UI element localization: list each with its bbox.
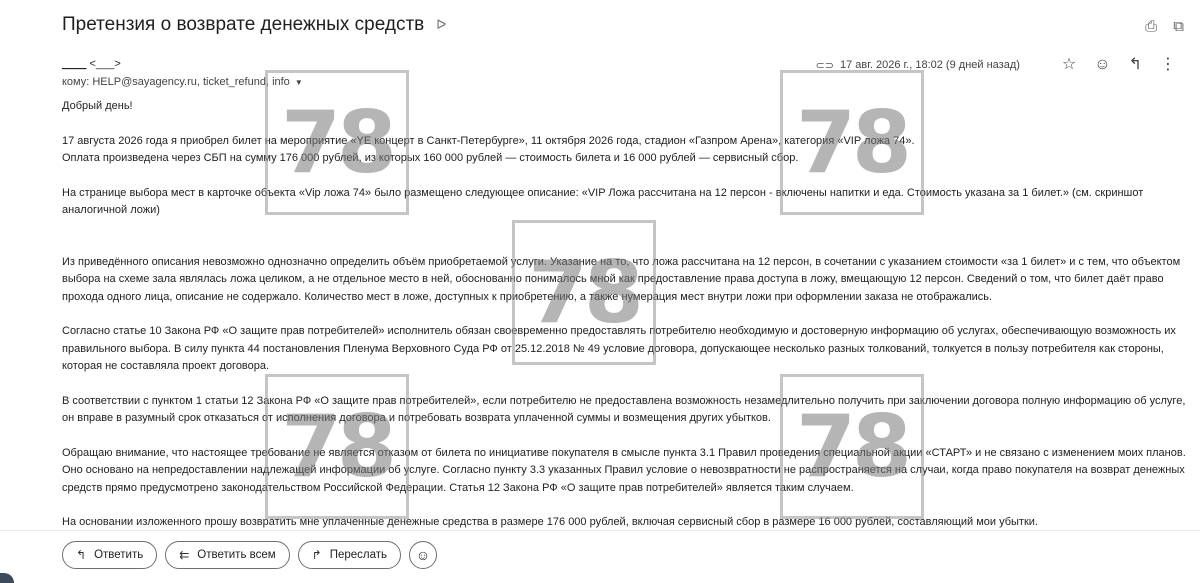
watermark: 78 — [780, 70, 924, 215]
greeting: Добрый день! — [62, 100, 133, 112]
watermark: 78 — [265, 374, 409, 519]
reply-icon[interactable]: ↰ — [1128, 56, 1142, 73]
paragraph-payment: Оплата произведена через СБП на сумму 176 000 рублей, из которых 160 000 рублей — стоимость билета и 16 000 рублей — сервисный сбор. — [62, 152, 799, 164]
paragraph-request: На основании изложенного прошу возвратить мне уплаченные денежные средства в размере 176 000 рублей, включая сервисный сбор в размере 16 000 рублей, составляющий мои убытки. — [62, 516, 1038, 528]
paragraph-description: На странице выбора мест в карточке объекта «Vip ложа 74» было размещено следующее описание: «VIP Ложа рассчитана на 12 персон - включены напитки и еда. Стоимость указана за 1 билет.» (см. скриншот аналогичной ложи) — [62, 186, 1144, 216]
window-corner — [0, 573, 14, 583]
email-subject: Претензия о возврате денежных средств — [62, 14, 425, 35]
print-icon[interactable]: ⎙ — [1145, 18, 1158, 35]
emoji-icon[interactable]: ☺ — [1094, 56, 1111, 73]
reply-all-button[interactable] — [165, 541, 289, 569]
emoji-icon: ☺ — [415, 547, 431, 563]
paragraph-article-12: В соответствии с пунктом 1 статьи 12 Закона РФ «О защите прав потребителей», если потребителю не предоставлена возможность незамедлительно получить при заключении договора полную информацию об услуге, он вправе в разумный срок отказаться от исполнения договора и потребовать возврата уплаченной суммы и возмещения других убытков. — [62, 394, 1186, 424]
sender-email: <___> — [89, 58, 121, 70]
watermark: 78 — [265, 70, 409, 215]
paragraph-ambiguity: Из приведённого описания невозможно однозначно определить объём приобретаемой услуги. Указание на то, что ложа рассчитана на 12 персон, в сочетании с указанием стоимости «за 1 билет» и с тем, что объектом выбора на схеме зала являлась ложа целиком, а не отдельное место в ней, обоснованно понималось мной как предоставление права доступа в ложу, вмещающую 12 персон. Сведений о том, что билет даёт право прохода одного лица, описание не содержало. Количество мест в ложе, доступных к приобретению, а также нумерация мест внутри ложи при оформлении заказа не отображались. — [62, 255, 1181, 303]
attachment-icon: ⊂⊃ — [815, 59, 834, 72]
message-meta — [816, 57, 1176, 73]
top-toolbar — [1145, 18, 1184, 35]
reply-actions — [62, 541, 437, 569]
open-new-window-icon[interactable]: ⧉ — [1173, 18, 1184, 35]
label-icon[interactable]: ᐅ — [436, 17, 447, 32]
reply-label: Ответить — [94, 549, 144, 561]
forward-button[interactable] — [298, 541, 401, 569]
reply-icon: ↰ — [76, 548, 87, 562]
more-icon[interactable]: ⋮ — [1160, 56, 1176, 73]
emoji-reaction-button[interactable] — [409, 541, 437, 569]
message-date: 17 авг. 2026 г., 18:02 (9 дней назад) — [839, 59, 1020, 71]
watermark: 78 — [780, 374, 924, 519]
forward-icon: ↱ — [311, 548, 322, 562]
paragraph-purchase: 17 августа 2026 года я приобрел билет на мероприятие «YE концерт в Санкт-Петербурге», 11 октября 2026 года, стадион «Газпром Арена», категория «VIP ложа 74». — [62, 134, 915, 147]
watermark: 78 — [512, 220, 656, 365]
reply-all-label: Ответить всем — [197, 549, 276, 561]
paragraph-article-10: Согласно статье 10 Закона РФ «О защите прав потребителей» исполнитель обязан своевременно предоставлять потребителю необходимую и достоверную информацию об услугах, обеспечивающую возможность их правильного выбора. В силу пункта 44 постановления Пленума Верховного Суда РФ от 25.12.2018 № 49 условие договора, допускающее несколько разных толкований, толкуется в пользу потребителя как стороны, которая не составляла проект договора. — [62, 325, 1176, 372]
paragraph-not-refusal: Обращаю внимание, что настоящее требование не является отказом от билета по инициативе покупателя в смысле пункта 3.1 Правил проведения специальной акции «СТАРТ» и не связано с изменением моих планов. Оно основано на непредоставлении надлежащей информации об услуге. Согласно пункту 3.3 указанных Правил условие о невозвратности не распространяется на случаи, когда право покупателя на возврат денежных средств прямо предусмотрено законодательством Российской Федерации. Статья 12 Закона РФ «О защите прав потребителей» является таким случаем. — [62, 446, 1186, 494]
recipients: кому: HELP@sayagency.ru, ticket_refund, info — [62, 76, 290, 88]
star-icon[interactable]: ☆ — [1061, 56, 1077, 73]
recipients-row — [62, 76, 303, 88]
sender-name[interactable]: ____ — [62, 58, 87, 70]
sender-row — [62, 58, 121, 70]
chevron-down-icon[interactable]: ▼ — [294, 77, 303, 87]
reply-all-icon: ⇇ — [179, 548, 190, 562]
message-body — [62, 98, 1187, 549]
reply-button[interactable] — [62, 541, 157, 569]
subject-bar — [62, 14, 446, 36]
divider — [0, 530, 1200, 531]
forward-label: Переслать — [329, 549, 388, 561]
